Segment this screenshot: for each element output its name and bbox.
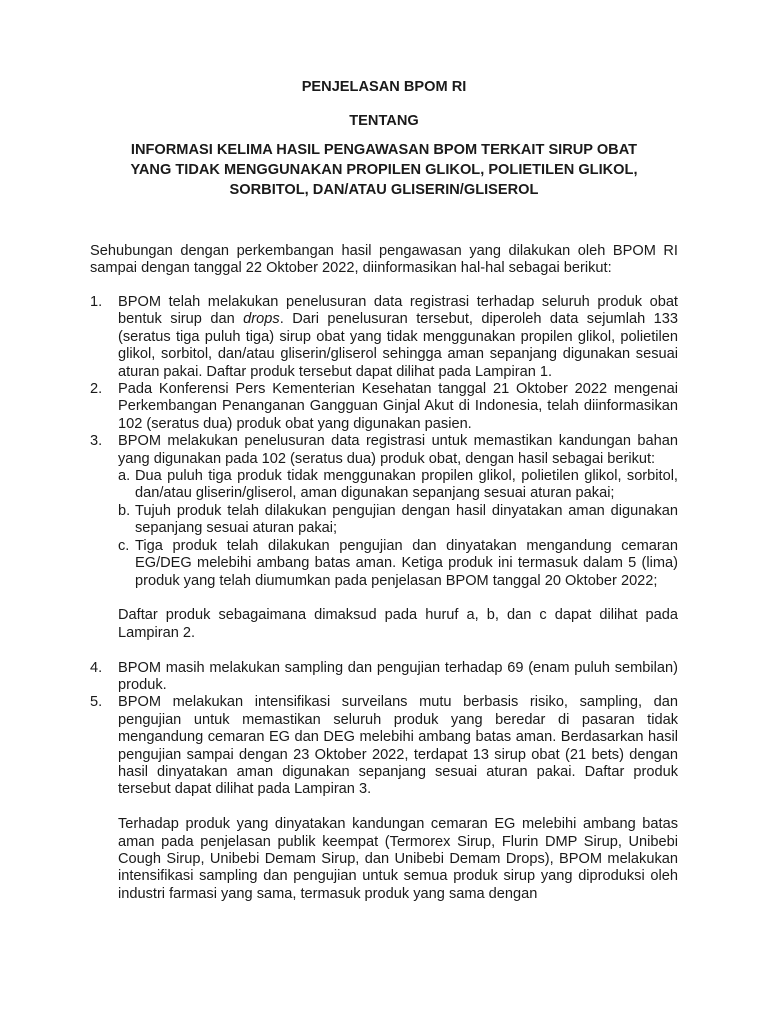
list-number: 1. — [90, 294, 103, 310]
list-item-4 — [90, 660, 678, 695]
list-item-text: BPOM melakukan penelusuran data registrasi untuk memastikan kandungan bahan yang digunakan pada 102 (seratus dua) produk obat, dengan hasil sebagai berikut: — [118, 433, 678, 467]
title-line-3: SORBITOL, DAN/ATAU GLISERIN/GLISEROL — [229, 182, 539, 198]
list-number: 5. — [90, 694, 103, 711]
sub-item-c — [118, 538, 678, 590]
document-title — [90, 140, 678, 200]
list-item-3 — [90, 433, 678, 659]
list-item-2 — [90, 381, 678, 433]
title-line-1: INFORMASI KELIMA HASIL PENGAWASAN BPOM TERKAIT SIRUP OBAT — [130, 142, 638, 158]
title-line-2: YANG TIDAK MENGGUNAKAN PROPILEN GLIKOL, POLIETILEN GLIKOL, — [130, 162, 638, 178]
sub-item-text: Tujuh produk telah dilakukan pengujian dengan hasil dinyatakan aman digunakan sepanjang sesuai aturan pakai; — [135, 502, 678, 537]
sub-item-text: Dua puluh tiga produk tidak menggunakan propilen glikol, polietilen glikol, sorbitol, dan/atau gliserin/gliserol, aman digunakan sepanjang sesuai aturan pakai; — [135, 468, 678, 502]
sub-item-text: Tiga produk telah dilakukan pengujian dan dinyatakan mengandung cemaran EG/DEG melebihi ambang batas aman. Ketiga produk ini termasuk dalam 5 (lima) produk yang telah diumumkan pada penjelasan BPOM tanggal 20 Oktober 2022; — [135, 537, 678, 589]
continuation-paragraph: Terhadap produk yang dinyatakan kandungan cemaran EG melebihi ambang batas aman pada penjelasan publik keempat (Termorex Sirup, Flurin DMP Sirup, Unibebi Cough Sirup, Unibebi Demam Sirup, dan Unibebi Demam Drops), BPOM melakukan intensifikasi sampling dan pengujian untuk semua produk sirup yang diproduksi oleh industri farmasi yang sama, termasuk produk yang sama dengan — [118, 816, 678, 902]
numbered-list — [90, 294, 678, 903]
list-item-1 — [90, 294, 678, 381]
lampiran-note: Daftar produk sebagaimana dimaksud pada huruf a, b, dan c dapat dilihat pada Lampiran 2. — [118, 607, 678, 641]
list-number: 4. — [90, 659, 103, 676]
list-item-text: BPOM melakukan intensifikasi surveilans mutu berbasis risiko, sampling, dan pengujian untuk memastikan seluruh produk yang beredar di pasaran tidak mengandung cemaran EG dan DEG melebihi ambang batas aman. Berdasarkan hasil pengujian sampai dengan 23 Oktober 2022, terdapat 13 sirup obat (21 bets) dengan hasil dinyatakan aman digunakan sepanjang sesuai aturan pakai. Daftar produk tersebut dapat dilihat pada Lampiran 3. — [118, 694, 678, 798]
sub-label: b. — [118, 502, 131, 519]
list-item-text: Pada Konferensi Pers Kementerian Kesehatan tanggal 21 Oktober 2022 mengenai Perkembangan Penanganan Gangguan Ginjal Akut di Indonesia, telah diinformasikan 102 (seratus dua) produk obat yang digunakan pasien. — [118, 381, 678, 432]
header-agency: PENJELASAN BPOM RI — [301, 79, 467, 95]
list-item-text: BPOM masih melakukan sampling dan pengujian terhadap 69 (enam puluh sembilan) produk. — [118, 659, 678, 693]
list-item-5 — [90, 694, 678, 903]
list-number: 3. — [90, 433, 103, 450]
header-tentang: TENTANG — [349, 113, 419, 129]
sub-item-a — [118, 468, 678, 503]
sub-label: c. — [118, 537, 130, 554]
list-number: 2. — [90, 381, 103, 398]
sub-label: a. — [118, 468, 131, 485]
intro-paragraph: Sehubungan dengan perkembangan hasil pengawasan yang dilakukan oleh BPOM RI sampai dengan tanggal 22 Oktober 2022, diinformasikan hal-hal sebagai berikut: — [90, 243, 678, 277]
list-item-text: BPOM telah melakukan penelusuran data registrasi terhadap seluruh produk obat bentuk sirup dan drops. Dari penelusuran tersebut, diperoleh data sejumlah 133 (seratus tiga puluh tiga) sirup obat yang tidak menggunakan propilen glikol, polietilen glikol, sorbitol, dan/atau gliserin/gliserol sehingga aman sepanjang digunakan sesuai aturan pakai. Daftar produk tersebut dapat dilihat pada Lampiran 1. — [118, 294, 678, 380]
sub-item-b — [118, 503, 678, 538]
